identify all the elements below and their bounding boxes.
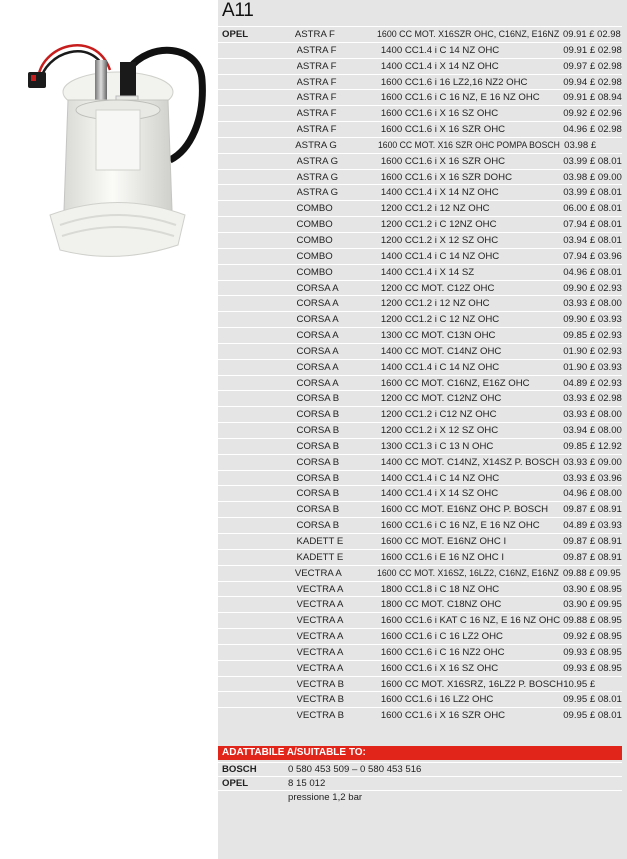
row-make bbox=[218, 550, 297, 565]
row-engine: 1600 CC1.6 i C 16 NZ, E 16 NZ OHC bbox=[380, 92, 540, 104]
table-row bbox=[218, 359, 622, 375]
application-table bbox=[218, 26, 622, 723]
adaptable-entry bbox=[218, 776, 622, 790]
table-row bbox=[218, 454, 622, 470]
row-date-range: 09.94 £ 02.98 bbox=[563, 76, 622, 88]
row-date-range: 09.88 £ 09.95 bbox=[563, 567, 622, 579]
row-date-range: 03.93 £ 08.00 bbox=[563, 298, 622, 310]
row-date-range: 03.90 £ 08.95 bbox=[563, 583, 622, 595]
row-make bbox=[218, 645, 297, 660]
row-make bbox=[218, 629, 297, 644]
row-date-range: 09.91 £ 08.94 bbox=[563, 92, 622, 104]
row-engine: 1400 CC1.4 i C 14 NZ OHC bbox=[380, 44, 500, 56]
row-date-range: 09.85 £ 02.93 bbox=[563, 330, 622, 342]
row-model: COMBO bbox=[296, 250, 333, 262]
row-make bbox=[218, 59, 297, 74]
row-model: VECTRA A bbox=[296, 583, 344, 595]
row-model: COMBO bbox=[296, 219, 333, 231]
row-date-range: 09.87 £ 08.91 bbox=[563, 536, 622, 547]
table-row bbox=[218, 549, 622, 565]
row-engine: 1600 CC MOT. X16SRZ, 16LZ2 P. BOSCH bbox=[380, 678, 564, 690]
table-row bbox=[218, 343, 622, 359]
row-make bbox=[218, 566, 295, 581]
row-make bbox=[218, 233, 297, 248]
row-date-range: 03.93 £ 03.96 bbox=[563, 472, 622, 484]
row-model: ASTRA G bbox=[296, 155, 339, 167]
row-date-range: 03.94 £ 08.01 bbox=[563, 234, 622, 246]
row-model: VECTRA A bbox=[296, 646, 344, 658]
row-make bbox=[218, 471, 297, 486]
row-engine: 1600 CC1.6 i X 16 SZR OHC bbox=[380, 124, 506, 136]
row-make bbox=[218, 455, 297, 470]
table-row bbox=[218, 676, 622, 692]
row-date-range: 04.96 £ 08.01 bbox=[563, 266, 622, 278]
row-engine: 1400 CC MOT. C14NZ OHC bbox=[380, 345, 502, 357]
row-engine: 1600 CC1.6 i X 16 SZ OHC bbox=[380, 662, 499, 674]
table-row bbox=[218, 327, 622, 343]
row-model: CORSA B bbox=[296, 520, 340, 532]
row-model: ASTRA F bbox=[296, 92, 337, 104]
table-row bbox=[218, 485, 622, 501]
fuel-pump-module-icon bbox=[0, 0, 220, 320]
row-date-range: 03.93 £ 08.00 bbox=[563, 409, 622, 421]
row-model: ASTRA G bbox=[296, 187, 339, 199]
table-row bbox=[218, 42, 622, 58]
row-model: CORSA B bbox=[296, 488, 340, 500]
table-row bbox=[218, 707, 622, 723]
row-engine: 1400 CC1.4 i X 14 NZ OHC bbox=[380, 187, 499, 199]
row-engine: 1600 CC1.6 i X 16 SZR OHC bbox=[380, 710, 506, 722]
row-make bbox=[218, 518, 297, 533]
table-row bbox=[218, 390, 622, 406]
row-engine: 1600 CC1.6 i X 16 SZ OHC bbox=[380, 108, 499, 120]
row-make bbox=[218, 502, 297, 517]
row-engine: 1400 CC1.4 i X 14 NZ OHC bbox=[380, 60, 499, 72]
row-make bbox=[218, 154, 297, 169]
row-engine: 1600 CC1.6 i X 16 SZR DOHC bbox=[380, 171, 512, 183]
row-model: COMBO bbox=[296, 266, 333, 278]
row-model: CORSA A bbox=[296, 361, 339, 373]
row-engine: 1800 CC1.8 i C 18 NZ OHC bbox=[380, 583, 500, 595]
row-date-range: 03.98 £ 09.00 bbox=[563, 171, 622, 183]
row-make bbox=[218, 360, 297, 375]
row-model: COMBO bbox=[296, 234, 333, 246]
table-row bbox=[218, 26, 622, 42]
table-row bbox=[218, 581, 622, 597]
row-model: CORSA B bbox=[296, 472, 340, 484]
row-make bbox=[218, 582, 297, 597]
row-model: VECTRA A bbox=[294, 567, 342, 579]
row-date-range: 01.90 £ 03.93 bbox=[563, 361, 622, 373]
row-date-range: 09.85 £ 12.92 bbox=[563, 440, 622, 452]
row-model: VECTRA A bbox=[296, 631, 344, 643]
adaptable-heading: ADATTABILE A/SUITABLE TO: bbox=[218, 746, 622, 760]
table-row bbox=[218, 248, 622, 264]
row-make bbox=[218, 486, 297, 501]
table-row bbox=[218, 533, 622, 549]
row-make bbox=[218, 376, 297, 391]
row-date-range: 09.93 £ 08.95 bbox=[563, 646, 622, 658]
row-engine: 1600 CC1.6 i KAT C 16 NZ, E 16 NZ OHC bbox=[380, 615, 561, 627]
row-make bbox=[218, 43, 297, 58]
row-make bbox=[218, 138, 295, 153]
row-engine: 1600 CC1.6 i C 16 NZ2 OHC bbox=[380, 646, 505, 658]
table-row bbox=[218, 501, 622, 517]
adaptable-brand: BOSCH bbox=[222, 764, 257, 775]
row-date-range: 09.93 £ 08.95 bbox=[563, 662, 622, 674]
row-engine: 1200 CC1.2 i C 12NZ OHC bbox=[380, 219, 497, 231]
table-row bbox=[218, 612, 622, 628]
row-engine: 1600 CC1.6 i 16 LZ2 OHC bbox=[380, 694, 494, 706]
row-model: CORSA B bbox=[296, 409, 340, 421]
row-model: VECTRA B bbox=[296, 710, 344, 722]
row-model: CORSA A bbox=[296, 314, 339, 326]
adaptable-value: 0 580 453 509 – 0 580 453 516 bbox=[288, 764, 422, 775]
row-engine: 1600 CC1.6 i C 16 NZ, E 16 NZ OHC bbox=[380, 520, 540, 532]
row-make bbox=[218, 708, 297, 723]
table-row bbox=[218, 375, 622, 391]
product-photo bbox=[0, 0, 220, 320]
adaptable-brand: OPEL bbox=[222, 778, 249, 789]
row-engine: 1400 CC MOT. C14NZ, X14SZ P. BOSCH bbox=[380, 456, 560, 468]
row-engine: 1200 CC MOT. C12NZ OHC bbox=[380, 393, 502, 405]
row-engine: 1600 CC1.6 i C 16 LZ2 OHC bbox=[380, 631, 503, 643]
row-date-range: 09.95 £ 08.01 bbox=[563, 710, 622, 722]
row-make bbox=[218, 677, 297, 692]
table-row bbox=[218, 438, 622, 454]
row-date-range: 04.96 £ 02.98 bbox=[563, 124, 622, 136]
row-date-range: 03.93 £ 09.00 bbox=[563, 456, 622, 468]
row-date-range: 09.88 £ 08.95 bbox=[563, 615, 622, 627]
row-date-range: 09.97 £ 02.98 bbox=[563, 60, 622, 72]
table-row bbox=[218, 660, 622, 676]
row-engine: 1600 CC1.6 i X 16 SZR OHC bbox=[380, 155, 506, 167]
row-make bbox=[218, 613, 297, 628]
row-date-range: 03.99 £ 08.01 bbox=[563, 155, 622, 167]
table-row bbox=[218, 74, 622, 90]
row-model: CORSA B bbox=[296, 504, 340, 516]
row-date-range: 03.93 £ 02.98 bbox=[563, 393, 622, 405]
row-date-range: 09.92 £ 08.95 bbox=[563, 631, 622, 643]
row-engine: 1200 CC1.2 i 12 NZ OHC bbox=[380, 298, 490, 310]
row-model: VECTRA A bbox=[296, 662, 344, 674]
row-date-range: 09.87 £ 08.91 bbox=[563, 504, 622, 516]
row-engine: 1400 CC1.4 i C 14 NZ OHC bbox=[380, 472, 500, 484]
row-model: VECTRA A bbox=[296, 599, 344, 611]
table-row bbox=[218, 232, 622, 248]
table-row bbox=[218, 406, 622, 422]
adaptable-entry bbox=[218, 790, 622, 804]
row-model: KADETT E bbox=[296, 551, 344, 563]
row-engine: 1300 CC MOT. C13N OHC bbox=[380, 330, 496, 342]
adaptable-brand bbox=[218, 791, 288, 804]
adaptable-value: pressione 1,2 bar bbox=[288, 792, 363, 803]
row-make bbox=[218, 185, 297, 200]
row-engine: 1800 CC MOT. C18NZ OHC bbox=[380, 599, 502, 611]
row-make bbox=[218, 328, 297, 343]
row-engine: 1600 CC MOT. X16SZR OHC, C16NZ, E16NZ bbox=[377, 29, 560, 40]
row-make bbox=[218, 122, 297, 137]
table-row bbox=[218, 200, 622, 216]
row-make bbox=[218, 597, 297, 612]
table-row bbox=[218, 169, 622, 185]
row-make bbox=[218, 281, 297, 296]
row-model: CORSA A bbox=[296, 282, 339, 294]
table-row bbox=[218, 596, 622, 612]
row-make bbox=[218, 217, 297, 232]
row-model: ASTRA F bbox=[296, 76, 337, 88]
row-model: ASTRA G bbox=[295, 139, 337, 151]
row-date-range: 03.90 £ 09.95 bbox=[563, 599, 622, 611]
row-date-range: 03.98 £ bbox=[564, 139, 597, 151]
table-row bbox=[218, 517, 622, 533]
row-make bbox=[218, 391, 297, 406]
row-date-range: 07.94 £ 08.01 bbox=[563, 219, 622, 231]
table-row bbox=[218, 137, 622, 153]
row-engine: 1600 CC1.6 i E 16 NZ OHC I bbox=[380, 551, 504, 563]
row-engine: 1600 CC1.6 i 16 LZ2,16 NZ2 OHC bbox=[380, 76, 528, 88]
row-engine: 1600 CC MOT. E16NZ OHC P. BOSCH bbox=[380, 504, 549, 516]
row-model: VECTRA A bbox=[296, 615, 344, 627]
adaptable-value: 8 15 012 bbox=[288, 778, 326, 789]
row-make bbox=[218, 106, 297, 121]
table-row bbox=[218, 295, 622, 311]
row-date-range: 09.87 £ 08.91 bbox=[563, 551, 622, 563]
row-engine: 1200 CC1.2 i 12 NZ OHC bbox=[380, 203, 490, 215]
row-engine: 1600 CC MOT. E16NZ OHC I bbox=[380, 536, 507, 547]
row-model: ASTRA F bbox=[296, 60, 337, 72]
row-model: CORSA B bbox=[296, 393, 340, 405]
product-code: A11 bbox=[222, 0, 254, 21]
row-date-range: 09.91 £ 02.98 bbox=[563, 29, 622, 40]
row-date-range: 10.95 £ bbox=[563, 678, 596, 690]
row-model: CORSA B bbox=[296, 456, 340, 468]
row-date-range: 04.89 £ 03.93 bbox=[563, 520, 622, 532]
row-date-range: 09.90 £ 02.93 bbox=[563, 282, 622, 294]
row-model: CORSA A bbox=[296, 298, 339, 310]
row-model: ASTRA F bbox=[296, 108, 337, 120]
adaptable-entry bbox=[218, 762, 622, 776]
table-row bbox=[218, 470, 622, 486]
row-model: ASTRA F bbox=[296, 44, 337, 56]
row-engine: 1600 CC MOT. X16SZ, 16LZ2, C16NZ, E16NZ bbox=[377, 567, 560, 579]
table-row bbox=[218, 105, 622, 121]
table-row bbox=[218, 644, 622, 660]
row-engine: 1200 CC1.2 i X 12 SZ OHC bbox=[380, 425, 499, 437]
row-make bbox=[218, 407, 297, 422]
row-model: CORSA B bbox=[296, 425, 340, 437]
row-make bbox=[218, 312, 297, 327]
row-make bbox=[218, 439, 297, 454]
row-date-range: 03.94 £ 08.00 bbox=[563, 425, 622, 437]
table-row bbox=[218, 264, 622, 280]
table-row bbox=[218, 565, 622, 581]
row-make bbox=[218, 90, 297, 105]
row-model: CORSA B bbox=[296, 440, 340, 452]
row-engine: 1400 CC1.4 i C 14 NZ OHC bbox=[380, 361, 500, 373]
row-make bbox=[218, 692, 297, 707]
row-engine: 1400 CC1.4 i C 14 NZ OHC bbox=[380, 250, 500, 262]
row-engine: 1400 CC1.4 i X 14 SZ OHC bbox=[380, 488, 499, 500]
row-model: CORSA A bbox=[296, 330, 339, 342]
row-engine: 1200 CC1.2 i C12 NZ OHC bbox=[380, 409, 497, 421]
row-make bbox=[218, 423, 297, 438]
table-row bbox=[218, 153, 622, 169]
table-row bbox=[218, 58, 622, 74]
row-make bbox=[218, 661, 297, 676]
row-model: KADETT E bbox=[296, 536, 344, 547]
row-make bbox=[218, 249, 297, 264]
row-date-range: 01.90 £ 02.93 bbox=[563, 345, 622, 357]
row-date-range: 09.91 £ 02.98 bbox=[563, 44, 622, 56]
row-make bbox=[218, 344, 297, 359]
row-model: ASTRA F bbox=[296, 124, 337, 136]
row-date-range: 09.92 £ 02.96 bbox=[563, 108, 622, 120]
row-engine: 1200 CC MOT. C12Z OHC bbox=[380, 282, 495, 294]
row-date-range: 09.95 £ 08.01 bbox=[563, 694, 622, 706]
table-row bbox=[218, 280, 622, 296]
row-date-range: 09.90 £ 03.93 bbox=[563, 314, 622, 326]
row-make bbox=[218, 75, 297, 90]
adaptable-section bbox=[218, 746, 622, 804]
row-make bbox=[218, 201, 297, 216]
table-row bbox=[218, 691, 622, 707]
row-make bbox=[218, 265, 297, 280]
table-row bbox=[218, 422, 622, 438]
row-model: CORSA A bbox=[296, 345, 339, 357]
table-row bbox=[218, 216, 622, 232]
row-make bbox=[218, 534, 297, 549]
row-engine: 1300 CC1.3 i C 13 N OHC bbox=[380, 440, 494, 452]
row-model: VECTRA B bbox=[296, 678, 344, 690]
row-make bbox=[218, 170, 297, 185]
row-engine: 1200 CC1.2 i C 12 NZ OHC bbox=[380, 314, 500, 326]
row-make: OPEL bbox=[222, 29, 249, 40]
table-row bbox=[218, 184, 622, 200]
row-date-range: 04.96 £ 08.00 bbox=[563, 488, 622, 500]
row-date-range: 06.00 £ 08.01 bbox=[563, 203, 622, 215]
row-date-range: 07.94 £ 03.96 bbox=[563, 250, 622, 262]
table-row bbox=[218, 121, 622, 137]
row-engine: 1400 CC1.4 i X 14 SZ bbox=[380, 266, 475, 278]
row-model: VECTRA B bbox=[296, 694, 344, 706]
row-date-range: 03.99 £ 08.01 bbox=[563, 187, 622, 199]
row-model: CORSA A bbox=[296, 377, 339, 389]
table-row bbox=[218, 311, 622, 327]
row-engine: 1600 CC MOT. C16NZ, E16Z OHC bbox=[380, 377, 530, 389]
table-row bbox=[218, 628, 622, 644]
row-date-range: 04.89 £ 02.93 bbox=[563, 377, 622, 389]
row-engine: 1200 CC1.2 i X 12 SZ OHC bbox=[380, 234, 499, 246]
table-row bbox=[218, 89, 622, 105]
row-model: ASTRA F bbox=[294, 29, 335, 40]
row-make bbox=[218, 296, 297, 311]
row-engine: 1600 CC MOT. X16 SZR OHC POMPA BOSCH bbox=[378, 139, 561, 151]
row-model: ASTRA G bbox=[296, 171, 339, 183]
row-model: COMBO bbox=[296, 203, 333, 215]
